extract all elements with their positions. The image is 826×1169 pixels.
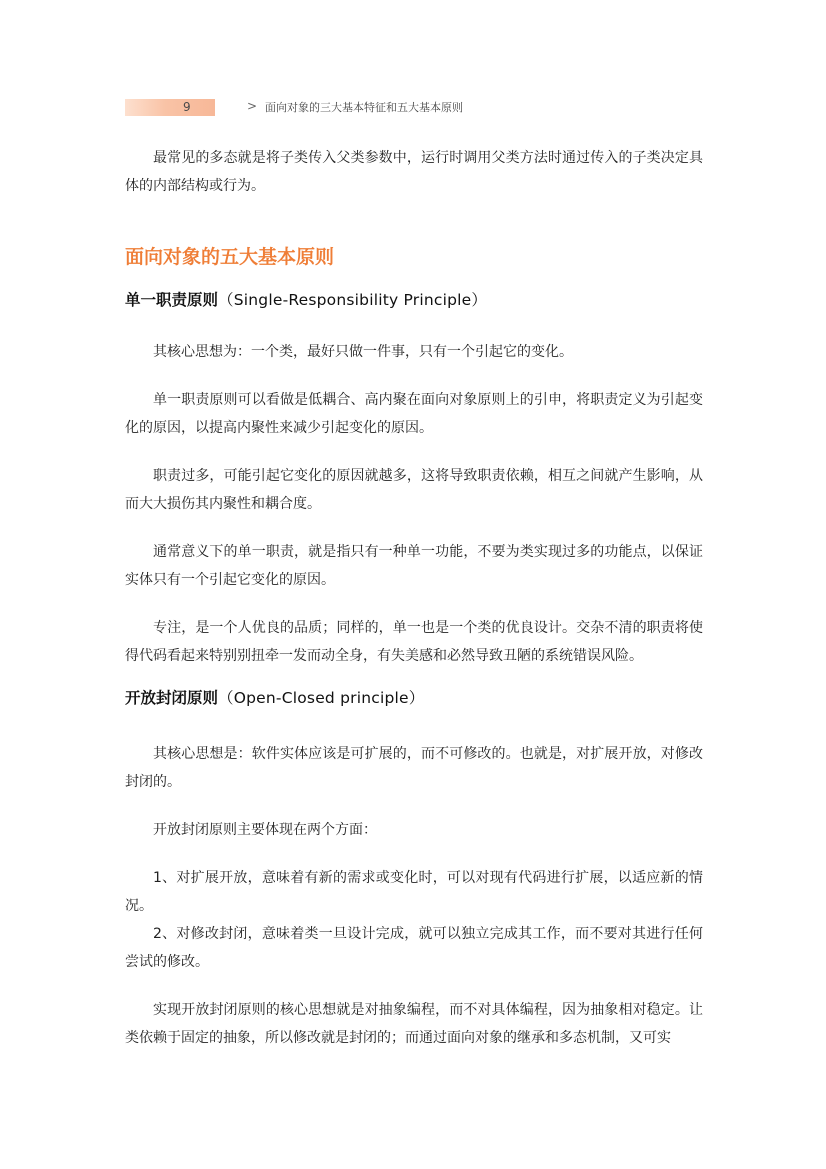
ocp-paragraph: 其核心思想是：软件实体应该是可扩展的，而不可修改的。也就是，对扩展开放，对修改封闭的。 (125, 746, 703, 790)
ocp-list-item: 1、对扩展开放，意味着有新的需求或变化时，可以对现有代码进行扩展，以适应新的情况。 (125, 870, 703, 914)
chevron-right-icon: > (247, 99, 258, 113)
page-number: 9 (183, 100, 191, 114)
intro-paragraph: 最常见的多态就是将子类传入父类参数中，运行时调用父类方法时通过传入的子类决定具体的内部结构或行为。 (125, 150, 703, 194)
ocp-list-item: 2、对修改封闭，意味着类一旦设计完成，就可以独立完成其工作，而不要对其进行任何尝试的修改。 (125, 926, 703, 970)
srp-heading (125, 286, 703, 314)
ocp-heading-cn: 开放封闭原则 (125, 689, 219, 707)
srp-paragraph: 单一职责原则可以看做是低耦合、高内聚在面向对象原则上的引申，将职责定义为引起变化的原因，以提高内聚性来减少引起变化的原因。 (125, 392, 703, 436)
page-header (125, 99, 645, 116)
srp-paragraph: 专注，是一个人优良的品质；同样的，单一也是一个类的优良设计。交杂不清的职责将使得代码看起来特别别扭牵一发而动全身，有失美感和必然导致丑陋的系统错误风险。 (125, 620, 703, 664)
srp-heading-en: （Single-Responsibility Principle） (218, 291, 488, 309)
document-body (125, 144, 703, 1052)
page-number-badge (125, 99, 215, 116)
ocp-heading (125, 684, 703, 712)
srp-paragraph: 通常意义下的单一职责，就是指只有一种单一功能，不要为类实现过多的功能点，以保证实体只有一个引起它变化的原因。 (125, 544, 703, 588)
ocp-paragraph: 开放封闭原则主要体现在两个方面： (153, 822, 377, 838)
section-title: 面向对象的五大基本原则 (125, 246, 335, 268)
ocp-heading-en: （Open-Closed principle） (218, 689, 425, 707)
running-header-title: 面向对象的三大基本特征和五大基本原则 (265, 101, 463, 114)
srp-paragraph: 职责过多，可能引起它变化的原因就越多，这将导致职责依赖，相互之间就产生影响，从而大大损伤其内聚性和耦合度。 (125, 468, 703, 512)
srp-paragraph: 其核心思想为：一个类，最好只做一件事，只有一个引起它的变化。 (153, 344, 573, 360)
ocp-paragraph: 实现开放封闭原则的核心思想就是对抽象编程，而不对具体编程，因为抽象相对稳定。让类依赖于固定的抽象，所以修改就是封闭的；而通过面向对象的继承和多态机制，又可实 (125, 1002, 703, 1046)
srp-heading-cn: 单一职责原则 (125, 291, 219, 309)
